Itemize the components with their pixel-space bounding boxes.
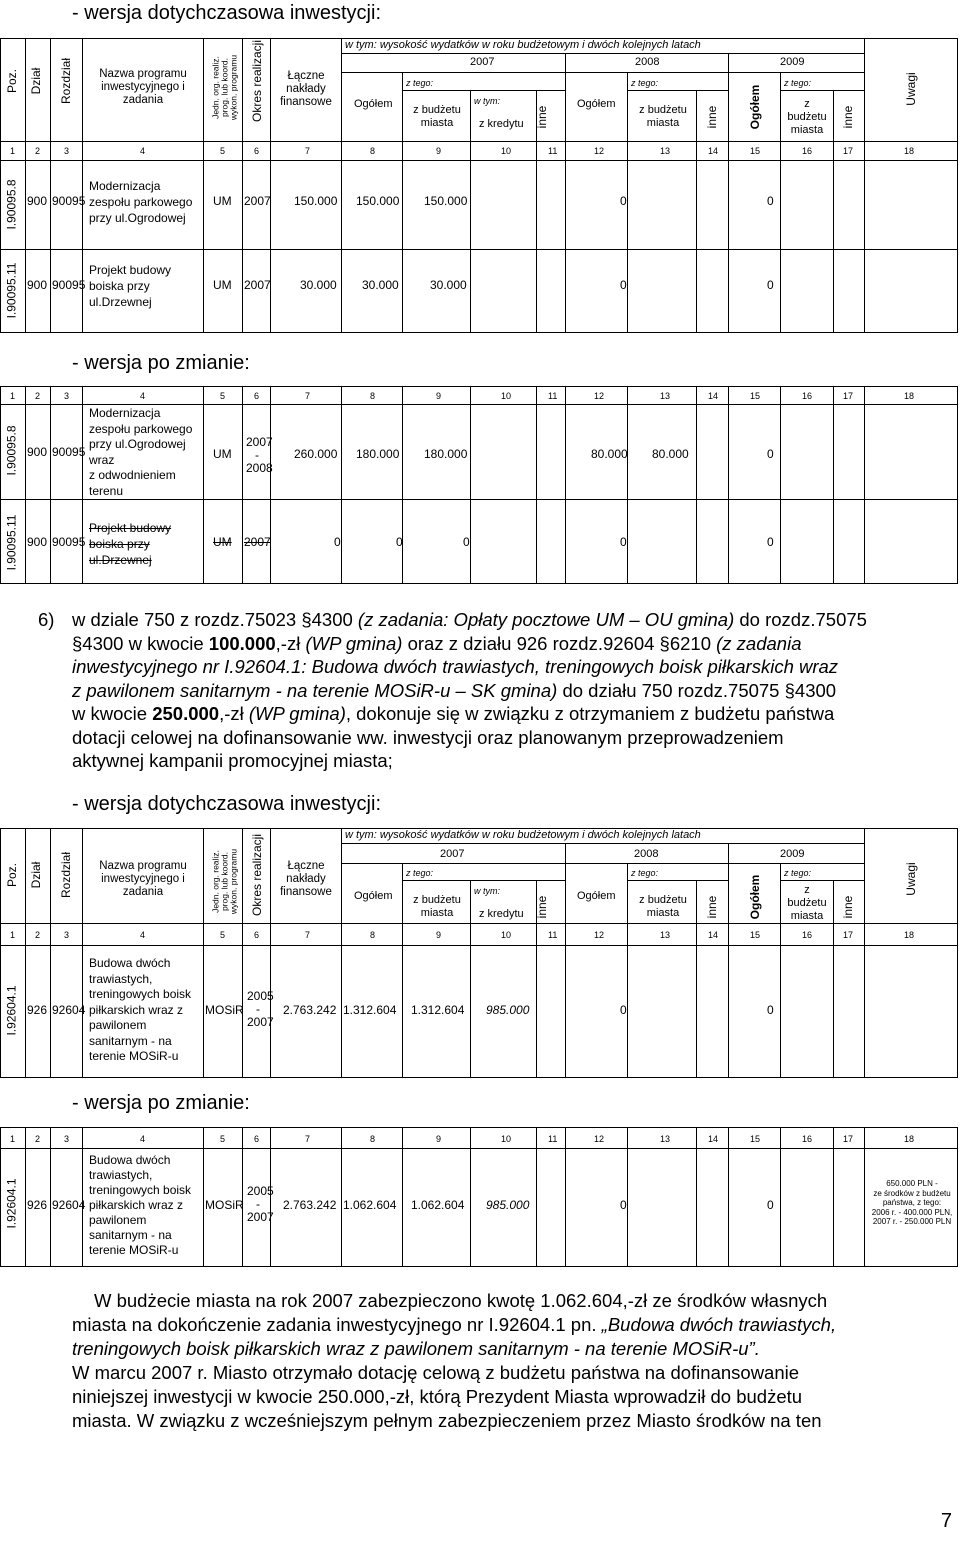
header-w-tym-short: w tym: — [474, 886, 500, 896]
header-2008: 2008 — [635, 56, 660, 68]
row-budzet: 1.312.604 — [411, 1003, 465, 1017]
row-value: 0 — [620, 1198, 627, 1212]
header-z-tego-2008: z tego: — [631, 78, 659, 88]
header-laczne: Łączne nakłady finansowe — [280, 70, 332, 108]
row-budzet: 180.000 — [424, 447, 468, 461]
row-kredyt: 985.000 — [486, 1003, 530, 1017]
row-value: 0 — [767, 194, 774, 208]
row-okres: 2007 — [244, 278, 271, 292]
row-rozdzial: 92604 — [52, 1003, 86, 1017]
row-budzet: 30.000 — [430, 278, 467, 292]
row-dzial: 926 — [27, 1003, 48, 1017]
section-title-before-1: - wersja dotychczasowa inwestycji: — [72, 2, 381, 24]
page-number: 7 — [940, 1510, 952, 1532]
row-poz: I.90095.8 — [4, 179, 19, 230]
header-inne-2009: inne — [841, 105, 855, 129]
row-value: 0 — [767, 535, 774, 549]
row-value: 0 — [620, 1003, 627, 1017]
closing-line: miasta na dokończenie zadania inwestycyjnego nr I.92604.1 pn. „Budowa dwóch trawiastych, — [72, 1314, 837, 1335]
header-rozdzial: Rozdział — [59, 57, 73, 105]
header-z-tego-2009: z tego: — [784, 868, 812, 878]
section-title-after-2: - wersja po zmianie: — [72, 1092, 250, 1114]
row-nazwa: Modernizacja zespołu parkowego przy ul.Ogrodowej — [89, 179, 193, 225]
header-uwagi: Uwagi — [904, 862, 918, 896]
row-budzet: 150.000 — [424, 194, 468, 208]
row-dzial: 900 — [27, 445, 48, 459]
header-ogolem-2008: Ogółem — [577, 890, 616, 902]
row-value: 0 — [767, 447, 774, 461]
header-z-budzetu-2008: z budżetu miasta — [639, 104, 687, 129]
row-nazwa: Projekt budowy boiska przy ul.Drzewnej — [89, 521, 172, 567]
header-z-budzetu-2009: z budżetu miasta — [787, 884, 827, 922]
row-jedn: UM — [213, 447, 232, 461]
row-jedn: MOSiR — [205, 1003, 244, 1017]
row-rozdzial: 90095 — [52, 535, 86, 549]
row-value: 0 — [767, 278, 774, 292]
row-poz: I.90095.11 — [4, 514, 19, 571]
row-okres: 2007 — [244, 535, 271, 549]
header-z-tego-2007: z tego: — [406, 78, 434, 88]
header-inne-2009: inne — [841, 895, 855, 919]
header-inne-2008: inne — [705, 105, 719, 129]
header-z-tego-2008: z tego: — [631, 868, 659, 878]
header-z-budzetu-2007: z budżetu miasta — [413, 104, 461, 129]
row-laczne: 260.000 — [294, 447, 338, 461]
section-title-after-1: - wersja po zmianie: — [72, 352, 250, 374]
header-dzial: Dział — [29, 861, 43, 889]
header-jedn: Jedn. org. realiz. prog. lub koord. wykon. programu — [210, 848, 239, 915]
row-rozdzial: 90095 — [52, 194, 86, 208]
header-2009: 2009 — [780, 56, 805, 68]
header-ogolem-2009: Ogółem — [748, 84, 762, 130]
row-okres: 2005 - 2007 — [247, 989, 274, 1029]
row-nazwa: Modernizacja zespołu parkowego przy ul.Ogrodowej wraz z odwodnieniem terenu — [89, 406, 193, 498]
row-ogolem-2008: 80.000 — [591, 447, 628, 461]
row-poz: I.90095.11 — [4, 262, 19, 319]
row-okres: 2007 — [244, 194, 271, 208]
row-jedn: UM — [213, 194, 232, 208]
header-jedn: Jedn. org. realiz. prog. lub koord. wykon. programu — [210, 54, 239, 121]
header-z-kredytu: z kredytu — [479, 908, 524, 920]
table-before-1: Poz. Dział Rozdział Nazwa programu inwestycyjnego i zadania Jedn. org. realiz. prog. lub koord. wykon. programu Okres realizacji Łączne nakłady finansowe w tym: wysokość wydatków w roku budżetowym i dwóch kolejnych latach 2007 2008 2009 Ogółem z tego: z budżetu miasta w tym: z kredytu inne Ogółem z tego: z budżetu miasta inne Ogółem z tego: z budżetu miasta inne Uwagi 1 2 3 4 5 6 7 8 9 10 11 12 13 14 15 16 17 18 I.90095.8 900 90095 Modernizacja zespołu parkowego przy ul.Ogrodowej UM 2007 150.000 150.000 150.000 0 0 I.90095.11 900 90095 Projekt budowy boiska przy ul.Drzewnej UM 2007 30.000 30.000 30.000 0 0 — [0, 38, 960, 333]
header-inne-2008: inne — [705, 895, 719, 919]
row-value: 0 — [767, 1003, 774, 1017]
row-jedn: UM — [213, 278, 232, 292]
header-2008: 2008 — [634, 848, 659, 860]
closing-line: niniejszej inwestycji w kwocie 250.000,-zł, którą Prezydent Miasta wprowadził do budżetu — [72, 1386, 803, 1407]
row-rozdzial: 90095 — [52, 278, 86, 292]
row-value: 0 — [620, 535, 627, 549]
row-jedn: UM — [213, 535, 232, 549]
row-budzet: 1.062.604 — [411, 1198, 465, 1212]
header-okres: Okres realizacji — [250, 833, 264, 917]
row-dzial: 900 — [27, 278, 48, 292]
row-jedn: MOSiR — [205, 1198, 244, 1212]
row-poz: I.92604.1 — [4, 985, 19, 1036]
row-ogolem: 180.000 — [356, 447, 400, 461]
header-ogolem-2008: Ogółem — [577, 98, 616, 110]
header-2007: 2007 — [440, 848, 465, 860]
row-rozdzial: 90095 — [52, 445, 86, 459]
header-poz: Poz. — [5, 69, 19, 94]
header-2007: 2007 — [470, 56, 495, 68]
header-ogolem-2007: Ogółem — [354, 890, 393, 902]
header-w-tym: w tym: wysokość wydatków w roku budżetowym i dwóch kolejnych latach — [345, 829, 701, 841]
header-poz: Poz. — [5, 863, 19, 888]
row-nazwa: Budowa dwóch trawiastych, treningowych boisk piłkarskich wraz z pawilonem sanitarnym - na terenie MOSiR-u — [89, 956, 192, 1063]
closing-line: miasta. W związku z wcześniejszym pełnym zabezpieczeniem przez Miasto środków na ten — [72, 1410, 822, 1431]
row-value: 0 — [767, 1198, 774, 1212]
header-ogolem-2007: Ogółem — [354, 98, 393, 110]
row-nazwa: Projekt budowy boiska przy ul.Drzewnej — [89, 263, 172, 309]
row-budzet: 0 — [463, 535, 470, 549]
header-dzial: Dział — [29, 67, 43, 95]
header-2009: 2009 — [780, 848, 805, 860]
row-ogolem: 150.000 — [356, 194, 400, 208]
header-z-budzetu-2009: z budżetu miasta — [787, 98, 827, 136]
header-z-budzetu-2007: z budżetu miasta — [413, 894, 461, 919]
row-value: 0 — [620, 278, 627, 292]
header-w-tym-short: w tym: — [474, 96, 500, 106]
row-dzial: 926 — [27, 1198, 48, 1212]
section-title-before-2: - wersja dotychczasowa inwestycji: — [72, 793, 381, 815]
header-z-budzetu-2008: z budżetu miasta — [639, 894, 687, 919]
row-dzial: 900 — [27, 194, 48, 208]
row-laczne: 2.763.242 — [283, 1198, 337, 1212]
header-inne-2007: inne — [535, 105, 549, 129]
row-budzet-2008: 80.000 — [652, 447, 689, 461]
header-ogolem-2009: Ogółem — [748, 874, 762, 920]
header-uwagi: Uwagi — [904, 72, 918, 106]
paragraph-6-num: 6) — [38, 609, 55, 630]
row-ogolem: 1.062.604 — [343, 1198, 397, 1212]
header-z-tego-2009: z tego: — [784, 78, 812, 88]
closing-line: W budżecie miasta na rok 2007 zabezpieczono kwotę 1.062.604,-zł ze środków własnych — [94, 1290, 828, 1311]
header-z-kredytu: z kredytu — [479, 118, 524, 130]
row-uwagi: 650.000 PLN - ze środków z budżetu państwa, z tego: 2006 r. - 400.000 PLN, 2007 r. - 250.000 PLN — [871, 1179, 953, 1226]
header-laczne: Łączne nakłady finansowe — [280, 860, 332, 898]
row-ogolem: 1.312.604 — [343, 1003, 397, 1017]
header-w-tym: w tym: wysokość wydatków w roku budżetowym i dwóch kolejnych latach — [345, 39, 701, 51]
table-after-1: 1 2 3 4 5 6 7 8 9 10 11 12 13 14 15 16 17 18 I.90095.8 900 90095 Modernizacja zespołu parkowego przy ul.Ogrodowej wraz z odwodnieniem terenu UM 2007 - 2008 260.000 180.000 180.000 80.000 80.000 0 I.90095.11 900 90095 Projekt budowy boiska przy ul.Drzewnej UM 2007 0 0 0 0 0 — [0, 386, 960, 584]
row-value: 0 — [620, 194, 627, 208]
row-nazwa: Budowa dwóch trawiastych, treningowych boisk piłkarskich wraz z pawilonem sanitarnym - na terenie MOSiR-u — [89, 1153, 192, 1257]
row-ogolem: 30.000 — [362, 278, 399, 292]
row-poz: I.92604.1 — [4, 1178, 19, 1229]
header-inne-2007: inne — [535, 895, 549, 919]
row-okres: 2007 - 2008 — [246, 435, 273, 475]
table-after-2: 1 2 3 4 5 6 7 8 9 10 11 12 13 14 15 16 17 18 I.92604.1 926 92604 Budowa dwóch trawiastych, treningowych boisk piłkarskich wraz z pawilonem sanitarnym - na terenie MOSiR-u MOSiR 2005 - 2007 2.763.242 1.062.604 1.062.604 985.000 0 0 650.000 PLN - ze środków z budżetu państwa, z tego: 2006 r. - 400.000 PLN, 2007 r. - 250.000 PLN — [0, 1127, 960, 1267]
header-okres: Okres realizacji — [250, 39, 264, 123]
row-poz: I.90095.8 — [4, 425, 19, 476]
row-rozdzial: 92604 — [52, 1198, 86, 1212]
row-dzial: 900 — [27, 535, 48, 549]
row-ogolem: 0 — [396, 535, 403, 549]
row-okres: 2005 - 2007 — [247, 1184, 274, 1224]
paragraph-6: w dziale 750 z rozdz.75023 §4300 (z zadania: Opłaty pocztowe UM – OU gmina) do rozdz.75075 §4300 w kwocie 100.000,-zł (WP gmina) oraz z działu 926 rozdz.92604 §6210 (z zadania inwestycyjnego nr I.92604.1: Budowa dwóch trawiastych, treningowych boisk piłkarskich wraz z pawilonem sanitarnym - na terenie MOSiR-u – SK gmina) do działu 750 rozdz.75075 §4300 w kwocie 250.000,-zł (WP gmina), dokonuje się w związku z otrzymaniem z budżetu państwa dotacji celowej na dofinansowanie ww. inwestycji oraz planowanym przeprowadzeniem aktywnej kampanii promocyjnej miasta; — [72, 609, 867, 771]
header-nazwa: Nazwa programu inwestycyjnego i zadania — [99, 68, 187, 106]
header-rozdzial: Rozdział — [59, 851, 73, 899]
row-laczne: 30.000 — [300, 278, 337, 292]
header-z-tego-2007: z tego: — [406, 868, 434, 878]
closing-line: treningowych boisk piłkarskich wraz z pawilonem sanitarnym - na terenie MOSiR-u”. — [72, 1338, 760, 1359]
row-laczne: 2.763.242 — [283, 1003, 337, 1017]
header-nazwa: Nazwa programu inwestycyjnego i zadania — [99, 860, 187, 898]
table-before-2: Poz. Dział Rozdział Nazwa programu inwestycyjnego i zadania Jedn. org. realiz. prog. lub koord. wykon. programu Okres realizacji Łączne nakłady finansowe w tym: wysokość wydatków w roku budżetowym i dwóch kolejnych latach 2007 2008 2009 Ogółem z tego: z budżetu miasta w tym: z kredytu inne Ogółem z tego: z budżetu miasta inne Ogółem z tego: z budżetu miasta inne Uwagi 1 2 3 4 5 6 7 8 9 10 11 12 13 14 15 16 17 18 I.92604.1 926 92604 Budowa dwóch trawiastych, treningowych boisk piłkarskich wraz z pawilonem sanitarnym - na terenie MOSiR-u MOSiR 2005 - 2007 2.763.242 1.312.604 1.312.604 985.000 0 0 — [0, 828, 960, 1078]
closing-line: W marcu 2007 r. Miasto otrzymało dotację celową z budżetu państwa na dofinansowanie — [72, 1362, 800, 1383]
row-laczne: 150.000 — [294, 194, 338, 208]
row-laczne: 0 — [334, 535, 341, 549]
row-kredyt: 985.000 — [486, 1198, 530, 1212]
